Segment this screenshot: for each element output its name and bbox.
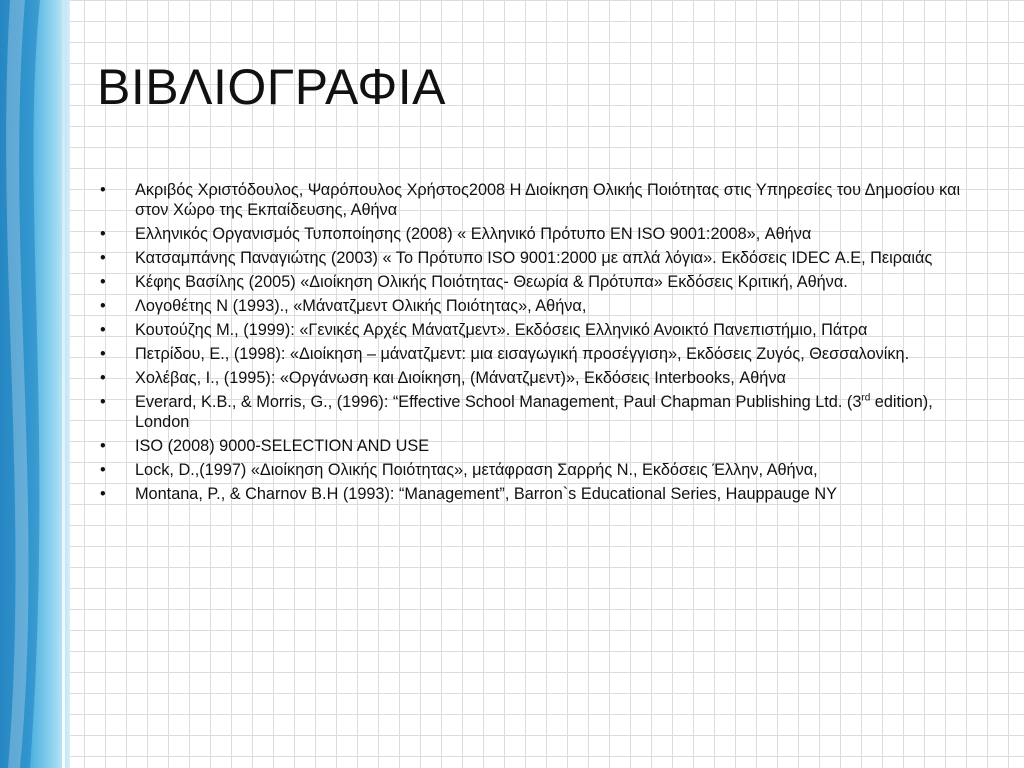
reference-text: Everard, K.B., & Morris, G., (1996): “Effective School Management, Paul Chapman Publishing Ltd. (3 [135, 393, 862, 411]
reference-item: • Κουτούζης Μ., (1999): «Γενικές Αρχές Μάνατζμεντ». Εκδόσεις Ελληνικό Ανοικτό Πανεπιστήμιο, Πάτρα [97, 320, 977, 340]
reference-item: • ISO (2008) 9000-SELECTION AND USE [97, 436, 977, 456]
decorative-edge-line [62, 0, 65, 768]
reference-item: • Κατσαμπάνης Παναγιώτης (2003) « Το Πρότυπο ISO 9001:2000 με απλά λόγια». Εκδόσεις IDEC Α.Ε, Πειραιάς [97, 248, 977, 268]
reference-item: • Πετρίδου, Ε., (1998): «Διοίκηση – μάνατζμεντ: μια εισαγωγική προσέγγιση», Εκδόσεις Ζυγός, Θεσσαλονίκη. [97, 344, 977, 364]
reference-item: • Κέφης Βασίλης (2005) «Διοίκηση Ολικής Ποιότητας- Θεωρία & Πρότυπα» Εκδόσεις Κριτική, Αθήνα. [97, 272, 977, 292]
slide-title: ΒΙΒΛΙΟΓΡΑΦΙΑ [97, 59, 446, 115]
reference-item [97, 392, 977, 432]
decorative-left-band [0, 0, 70, 768]
reference-text: edition), London [135, 393, 933, 431]
reference-item: • Lock, D.,(1997) «Διοίκηση Ολικής Ποιότητας», μετάφραση Σαρρής Ν., Εκδόσεις Έλλην, Αθήνα, [97, 460, 977, 480]
ordinal-superscript: rd [861, 392, 871, 404]
decorative-wave [0, 0, 70, 768]
reference-item: • Ακριβός Χριστόδουλος, Ψαρόπουλος Χρήστος2008 Η Διοίκηση Ολικής Ποιότητας στις Υπηρεσίες του Δημοσίου και στον Χώρο της Εκπαίδευσης, Αθήνα [97, 180, 977, 220]
reference-item: • Montana, P., & Charnov B.H (1993): “Management”, Barron`s Educational Series, Hauppauge NY [97, 484, 977, 504]
reference-item: • Χολέβας, Ι., (1995): «Οργάνωση και Διοίκηση, (Μάνατζμεντ)», Εκδόσεις Interbooks, Αθήνα [97, 368, 977, 388]
reference-item: • Λογοθέτης Ν (1993)., «Μάνατζμεντ Ολικής Ποιότητας», Αθήνα, [97, 296, 977, 316]
reference-item: • Ελληνικός Οργανισμός Τυποποίησης (2008) « Ελληνικό Πρότυπο ΕΝ ISO 9001:2008», Αθήνα [97, 224, 977, 244]
reference-list [97, 180, 977, 508]
